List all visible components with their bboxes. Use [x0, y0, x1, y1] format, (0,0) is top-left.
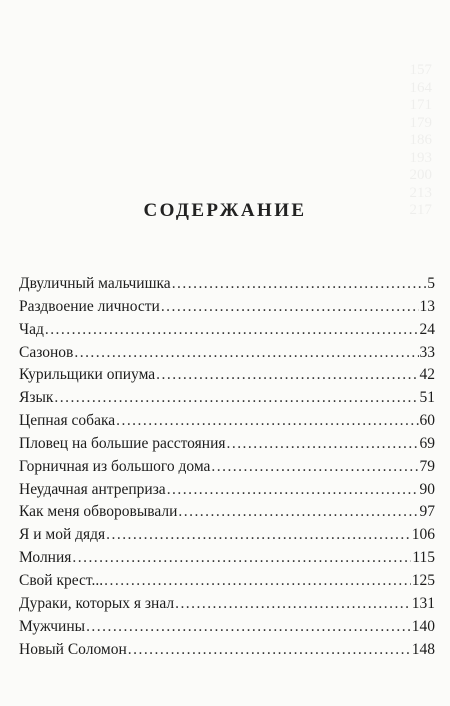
table-of-contents	[19, 275, 435, 663]
toc-entry-page: 131	[411, 594, 435, 612]
dot-leader	[161, 298, 419, 316]
toc-entry-title: Раздвоение личности	[19, 297, 160, 315]
toc-entry	[19, 435, 435, 458]
toc-entry-title: Цепная собака	[19, 412, 116, 430]
page-title: СОДЕРЖАНИЕ	[143, 200, 307, 221]
dot-leader	[167, 481, 419, 499]
toc-entry-page: 106	[411, 526, 435, 544]
toc-entry-title: Новый Соломон	[19, 640, 127, 658]
dot-leader	[74, 344, 418, 362]
toc-entry	[19, 458, 435, 481]
toc-entry-page: 24	[419, 320, 435, 338]
toc-entry-title: Язык	[19, 389, 54, 407]
dot-leader	[175, 595, 411, 613]
toc-entry-title: Дураки, которых я знал	[19, 594, 175, 612]
toc-entry-title: Я и мой дядя	[19, 526, 106, 544]
toc-entry-page: 115	[412, 549, 435, 567]
toc-entry-title: Неудачная антреприза	[19, 480, 166, 498]
dot-leader	[116, 412, 418, 430]
dot-leader	[156, 366, 418, 384]
show-through-text	[372, 62, 432, 220]
toc-entry-title: Свой крест...	[19, 571, 104, 589]
dot-leader	[72, 549, 411, 567]
toc-entry-page: 79	[419, 457, 435, 475]
dot-leader	[128, 641, 411, 659]
dot-leader	[45, 321, 419, 339]
toc-entry	[19, 526, 435, 549]
toc-entry	[19, 412, 435, 435]
toc-entry-title: Сазонов	[19, 343, 74, 361]
toc-entry	[19, 366, 435, 389]
dot-leader	[104, 572, 411, 590]
dot-leader	[106, 526, 411, 544]
toc-entry-page: 33	[419, 343, 435, 361]
toc-entry-page: 42	[419, 366, 435, 384]
toc-entry-page: 5	[427, 275, 435, 292]
toc-entry	[19, 618, 435, 641]
toc-entry-title: Как меня обворовывали	[19, 503, 178, 521]
ghost-number: 213	[409, 184, 432, 201]
toc-entry-title: Мужчины	[19, 617, 86, 635]
toc-entry-title: Двуличный мальчишка	[19, 275, 171, 292]
ghost-number: 193	[409, 149, 432, 166]
toc-entry-page: 125	[411, 571, 435, 589]
ghost-number: 164	[409, 79, 432, 96]
ghost-number: 200	[409, 167, 432, 183]
toc-entry-page: 60	[419, 412, 435, 430]
toc-entry-page: 13	[419, 297, 435, 315]
toc-entry-title: Курильщики опиума	[19, 366, 156, 384]
toc-entry	[19, 595, 435, 618]
toc-entry-page: 51	[419, 389, 435, 407]
toc-entry-page: 90	[419, 480, 435, 498]
dot-leader	[178, 503, 418, 521]
toc-entry	[19, 572, 435, 595]
toc-entry-title: Чад	[19, 320, 44, 338]
toc-entry-page: 97	[419, 503, 435, 521]
toc-entry-title: Пловец на большие расстояния	[19, 434, 226, 452]
ghost-number: 171	[409, 97, 432, 113]
dot-leader	[211, 458, 418, 476]
ghost-number: 157	[409, 62, 432, 78]
dot-leader	[54, 389, 418, 407]
toc-entry	[19, 389, 435, 412]
toc-entry-title: Молния	[19, 549, 72, 567]
toc-entry	[19, 275, 435, 298]
toc-entry-title: Горничная из большого дома	[19, 457, 211, 475]
toc-entry	[19, 344, 435, 367]
ghost-number: 217	[409, 202, 432, 218]
dot-leader	[86, 618, 411, 636]
toc-entry	[19, 641, 435, 664]
dot-leader	[227, 435, 419, 453]
toc-entry-page: 69	[419, 434, 435, 452]
ghost-number: 179	[409, 114, 432, 131]
ghost-number: 186	[409, 132, 432, 148]
toc-entry	[19, 549, 435, 572]
toc-entry	[19, 321, 435, 344]
toc-entry	[19, 503, 435, 526]
toc-entry	[19, 298, 435, 321]
toc-entry	[19, 481, 435, 504]
toc-entry-page: 140	[411, 617, 435, 635]
dot-leader	[172, 275, 427, 293]
toc-entry-page: 148	[411, 640, 435, 658]
